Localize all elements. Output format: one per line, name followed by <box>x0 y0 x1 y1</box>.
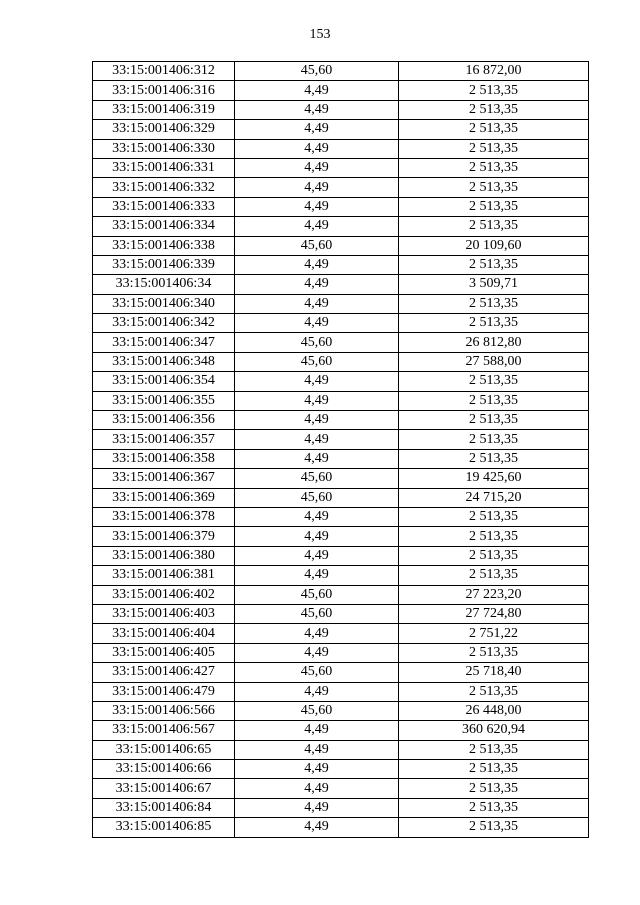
table-row <box>93 62 589 81</box>
cadastral-number-cell: 33:15:001406:367 <box>93 469 235 488</box>
cadastral-number-cell: 33:15:001406:319 <box>93 100 235 119</box>
table-row <box>93 352 589 371</box>
area-cell: 4,49 <box>235 197 399 216</box>
area-cell: 4,49 <box>235 721 399 740</box>
cadastral-number-cell: 33:15:001406:333 <box>93 197 235 216</box>
cadastral-number-cell: 33:15:001406:479 <box>93 682 235 701</box>
cadastral-number-cell: 33:15:001406:348 <box>93 352 235 371</box>
cadastral-number-cell: 33:15:001406:347 <box>93 333 235 352</box>
value-cell: 26 448,00 <box>399 701 589 720</box>
table-row <box>93 255 589 274</box>
cadastral-number-cell: 33:15:001406:329 <box>93 120 235 139</box>
value-cell: 2 513,35 <box>399 100 589 119</box>
page-number: 153 <box>309 27 331 42</box>
cadastral-number-cell: 33:15:001406:369 <box>93 488 235 507</box>
area-cell: 4,49 <box>235 546 399 565</box>
value-cell: 2 513,35 <box>399 566 589 585</box>
area-cell: 45,60 <box>235 62 399 81</box>
area-cell: 45,60 <box>235 352 399 371</box>
value-cell: 16 872,00 <box>399 62 589 81</box>
table-row <box>93 721 589 740</box>
cadastral-number-cell: 33:15:001406:84 <box>93 798 235 817</box>
cadastral-number-cell: 33:15:001406:567 <box>93 721 235 740</box>
cadastral-number-cell: 33:15:001406:342 <box>93 314 235 333</box>
value-cell: 2 751,22 <box>399 624 589 643</box>
table-row <box>93 100 589 119</box>
cadastral-number-cell: 33:15:001406:334 <box>93 217 235 236</box>
table-row <box>93 275 589 294</box>
value-cell: 2 513,35 <box>399 527 589 546</box>
value-cell: 2 513,35 <box>399 546 589 565</box>
area-cell: 45,60 <box>235 469 399 488</box>
cadastral-number-cell: 33:15:001406:330 <box>93 139 235 158</box>
table-row <box>93 624 589 643</box>
table-row <box>93 507 589 526</box>
table-row <box>93 546 589 565</box>
table-row <box>93 663 589 682</box>
table-row <box>93 818 589 837</box>
value-cell: 2 513,35 <box>399 372 589 391</box>
table-row <box>93 81 589 100</box>
area-cell: 45,60 <box>235 585 399 604</box>
value-cell: 2 513,35 <box>399 314 589 333</box>
value-cell: 19 425,60 <box>399 469 589 488</box>
area-cell: 4,49 <box>235 779 399 798</box>
cadastral-number-cell: 33:15:001406:356 <box>93 411 235 430</box>
table-row <box>93 585 589 604</box>
area-cell: 4,49 <box>235 391 399 410</box>
cadastral-number-cell: 33:15:001406:354 <box>93 372 235 391</box>
cadastral-number-cell: 33:15:001406:85 <box>93 818 235 837</box>
value-cell: 20 109,60 <box>399 236 589 255</box>
area-cell: 4,49 <box>235 294 399 313</box>
value-cell: 24 715,20 <box>399 488 589 507</box>
cadastral-number-cell: 33:15:001406:331 <box>93 158 235 177</box>
table-row <box>93 701 589 720</box>
value-cell: 2 513,35 <box>399 430 589 449</box>
table-row <box>93 333 589 352</box>
cadastral-number-cell: 33:15:001406:332 <box>93 178 235 197</box>
table-row <box>93 120 589 139</box>
table-row <box>93 527 589 546</box>
value-cell: 2 513,35 <box>399 255 589 274</box>
table-row <box>93 566 589 585</box>
cadastral-number-cell: 33:15:001406:403 <box>93 604 235 623</box>
value-cell: 27 724,80 <box>399 604 589 623</box>
table-row <box>93 643 589 662</box>
cadastral-number-cell: 33:15:001406:34 <box>93 275 235 294</box>
value-cell: 2 513,35 <box>399 81 589 100</box>
cadastral-number-cell: 33:15:001406:65 <box>93 740 235 759</box>
area-cell: 45,60 <box>235 663 399 682</box>
cadastral-number-cell: 33:15:001406:316 <box>93 81 235 100</box>
table-row <box>93 139 589 158</box>
table-row <box>93 391 589 410</box>
table-row <box>93 488 589 507</box>
area-cell: 4,49 <box>235 507 399 526</box>
area-cell: 4,49 <box>235 178 399 197</box>
area-cell: 4,49 <box>235 430 399 449</box>
cadastral-number-cell: 33:15:001406:66 <box>93 760 235 779</box>
value-cell: 27 223,20 <box>399 585 589 604</box>
cadastral-number-cell: 33:15:001406:355 <box>93 391 235 410</box>
table-row <box>93 449 589 468</box>
value-cell: 3 509,71 <box>399 275 589 294</box>
cadastral-number-cell: 33:15:001406:67 <box>93 779 235 798</box>
table-row <box>93 294 589 313</box>
value-cell: 2 513,35 <box>399 740 589 759</box>
area-cell: 4,49 <box>235 275 399 294</box>
value-cell: 2 513,35 <box>399 294 589 313</box>
value-cell: 2 513,35 <box>399 139 589 158</box>
area-cell: 4,49 <box>235 411 399 430</box>
value-cell: 2 513,35 <box>399 779 589 798</box>
table-row <box>93 604 589 623</box>
value-cell: 2 513,35 <box>399 760 589 779</box>
value-cell: 2 513,35 <box>399 507 589 526</box>
table-row <box>93 236 589 255</box>
area-cell: 4,49 <box>235 798 399 817</box>
area-cell: 4,49 <box>235 372 399 391</box>
area-cell: 4,49 <box>235 760 399 779</box>
cadastral-number-cell: 33:15:001406:357 <box>93 430 235 449</box>
value-cell: 2 513,35 <box>399 798 589 817</box>
table-row <box>93 372 589 391</box>
cadastral-number-cell: 33:15:001406:338 <box>93 236 235 255</box>
table-row <box>93 760 589 779</box>
area-cell: 4,49 <box>235 139 399 158</box>
value-cell: 2 513,35 <box>399 411 589 430</box>
value-cell: 25 718,40 <box>399 663 589 682</box>
area-cell: 4,49 <box>235 818 399 837</box>
area-cell: 45,60 <box>235 333 399 352</box>
cadastral-number-cell: 33:15:001406:358 <box>93 449 235 468</box>
cadastral-number-cell: 33:15:001406:566 <box>93 701 235 720</box>
area-cell: 4,49 <box>235 682 399 701</box>
area-cell: 4,49 <box>235 100 399 119</box>
table-row <box>93 469 589 488</box>
area-cell: 4,49 <box>235 255 399 274</box>
table-body <box>93 62 589 838</box>
value-cell: 2 513,35 <box>399 217 589 236</box>
cadastral-number-cell: 33:15:001406:427 <box>93 663 235 682</box>
cadastral-number-cell: 33:15:001406:380 <box>93 546 235 565</box>
table-row <box>93 740 589 759</box>
table-row <box>93 682 589 701</box>
area-cell: 45,60 <box>235 488 399 507</box>
area-cell: 4,49 <box>235 527 399 546</box>
value-cell: 2 513,35 <box>399 197 589 216</box>
table-row <box>93 430 589 449</box>
value-cell: 2 513,35 <box>399 391 589 410</box>
area-cell: 4,49 <box>235 740 399 759</box>
value-cell: 2 513,35 <box>399 158 589 177</box>
table-row <box>93 197 589 216</box>
value-cell: 2 513,35 <box>399 449 589 468</box>
value-cell: 360 620,94 <box>399 721 589 740</box>
value-cell: 2 513,35 <box>399 178 589 197</box>
table-row <box>93 217 589 236</box>
area-cell: 4,49 <box>235 449 399 468</box>
value-cell: 2 513,35 <box>399 643 589 662</box>
area-cell: 4,49 <box>235 643 399 662</box>
value-cell: 2 513,35 <box>399 120 589 139</box>
cadastral-number-cell: 33:15:001406:339 <box>93 255 235 274</box>
cadastral-number-cell: 33:15:001406:312 <box>93 62 235 81</box>
value-cell: 26 812,80 <box>399 333 589 352</box>
cadastral-number-cell: 33:15:001406:405 <box>93 643 235 662</box>
area-cell: 4,49 <box>235 158 399 177</box>
table-row <box>93 411 589 430</box>
table-row <box>93 798 589 817</box>
area-cell: 45,60 <box>235 604 399 623</box>
value-cell: 2 513,35 <box>399 682 589 701</box>
cadastral-number-cell: 33:15:001406:340 <box>93 294 235 313</box>
area-cell: 4,49 <box>235 217 399 236</box>
value-cell: 2 513,35 <box>399 818 589 837</box>
area-cell: 4,49 <box>235 120 399 139</box>
cadastral-number-cell: 33:15:001406:404 <box>93 624 235 643</box>
cadastral-table <box>92 61 589 838</box>
area-cell: 4,49 <box>235 314 399 333</box>
table-row <box>93 779 589 798</box>
area-cell: 4,49 <box>235 81 399 100</box>
value-cell: 27 588,00 <box>399 352 589 371</box>
area-cell: 4,49 <box>235 624 399 643</box>
cadastral-number-cell: 33:15:001406:402 <box>93 585 235 604</box>
table-row <box>93 158 589 177</box>
area-cell: 45,60 <box>235 701 399 720</box>
table-row <box>93 314 589 333</box>
area-cell: 4,49 <box>235 566 399 585</box>
table-row <box>93 178 589 197</box>
area-cell: 45,60 <box>235 236 399 255</box>
cadastral-number-cell: 33:15:001406:381 <box>93 566 235 585</box>
cadastral-number-cell: 33:15:001406:378 <box>93 507 235 526</box>
cadastral-number-cell: 33:15:001406:379 <box>93 527 235 546</box>
